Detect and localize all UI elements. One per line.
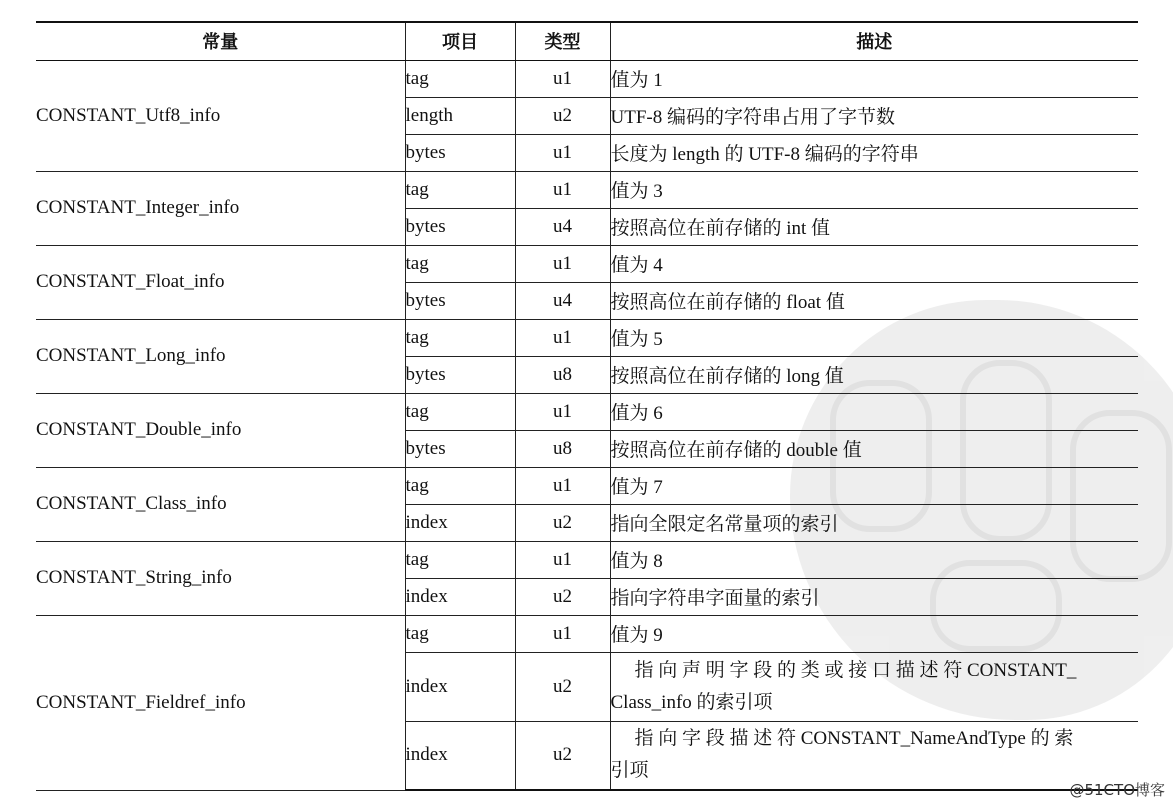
table-row [36,393,1138,430]
type-cell: u1 [515,393,610,430]
table-row [36,60,1138,97]
constant-name: CONSTANT_Double_info [36,393,405,467]
description-cell: 值为 1 [610,60,1138,97]
type-cell: u1 [515,171,610,208]
type-cell: u1 [515,541,610,578]
item-cell: index [405,504,515,541]
constant-name: CONSTANT_Float_info [36,245,405,319]
item-cell: bytes [405,134,515,171]
description-cell: 按照高位在前存储的 long 值 [610,356,1138,393]
description-cell: 值为 3 [610,171,1138,208]
table-row [36,171,1138,208]
description-line: 指 向 字 段 描 述 符 CONSTANT_NameAndType 的 索 [634,728,1074,750]
header-row [36,22,1138,60]
type-cell: u1 [515,245,610,282]
description-cell: 按照高位在前存储的 int 值 [610,208,1138,245]
item-cell: bytes [405,356,515,393]
header-item: 项目 [405,22,515,60]
description-cell: UTF-8 编码的字符串占用了字节数 [610,97,1138,134]
item-cell: index [405,721,515,790]
item-cell: index [405,578,515,615]
description-cell: 按照高位在前存储的 double 值 [610,430,1138,467]
type-cell: u8 [515,430,610,467]
header-constant: 常量 [36,22,405,60]
description-line: 引项 [610,760,649,782]
item-cell: tag [405,615,515,652]
table-row [36,245,1138,282]
type-cell: u1 [515,615,610,652]
table-row [36,541,1138,578]
type-cell: u2 [515,504,610,541]
header-type: 类型 [515,22,610,60]
item-cell: bytes [405,208,515,245]
description-line: Class_info 的索引项 [610,691,773,713]
description-cell: 指向全限定名常量项的索引 [610,504,1138,541]
type-cell: u2 [515,652,610,721]
description-cell [610,721,1138,790]
type-cell: u2 [515,721,610,790]
type-cell: u1 [515,60,610,97]
type-cell: u1 [515,467,610,504]
item-cell: index [405,652,515,721]
table-row [36,467,1138,504]
item-cell: tag [405,393,515,430]
source-credit: @51CTO博客 [1069,781,1165,799]
item-cell: tag [405,171,515,208]
type-cell: u4 [515,282,610,319]
table-row [36,319,1138,356]
header-description: 描述 [610,22,1138,60]
description-cell: 值为 9 [610,615,1138,652]
description-cell: 值为 8 [610,541,1138,578]
constant-pool-table [36,21,1138,791]
description-cell: 值为 4 [610,245,1138,282]
constant-name: CONSTANT_Class_info [36,467,405,541]
type-cell: u2 [515,97,610,134]
type-cell: u1 [515,134,610,171]
description-cell: 长度为 length 的 UTF-8 编码的字符串 [610,134,1138,171]
item-cell: tag [405,60,515,97]
table-row [36,615,1138,652]
description-line: 指 向 声 明 字 段 的 类 或 接 口 描 述 符 CONSTANT_ [634,659,1077,681]
constant-name: CONSTANT_String_info [36,541,405,615]
item-cell: tag [405,541,515,578]
item-cell: bytes [405,430,515,467]
item-cell: tag [405,467,515,504]
type-cell: u2 [515,578,610,615]
constant-name: CONSTANT_Integer_info [36,171,405,245]
description-cell: 指向字符串字面量的索引 [610,578,1138,615]
constant-name: CONSTANT_Utf8_info [36,60,405,171]
item-cell: tag [405,319,515,356]
constant-name: CONSTANT_Fieldref_info [36,615,405,790]
item-cell: length [405,97,515,134]
type-cell: u4 [515,208,610,245]
description-cell: 值为 7 [610,467,1138,504]
description-cell: 值为 5 [610,319,1138,356]
type-cell: u1 [515,319,610,356]
description-cell [610,652,1138,721]
description-cell: 按照高位在前存储的 float 值 [610,282,1138,319]
item-cell: bytes [405,282,515,319]
item-cell: tag [405,245,515,282]
constant-name: CONSTANT_Long_info [36,319,405,393]
description-cell: 值为 6 [610,393,1138,430]
type-cell: u8 [515,356,610,393]
